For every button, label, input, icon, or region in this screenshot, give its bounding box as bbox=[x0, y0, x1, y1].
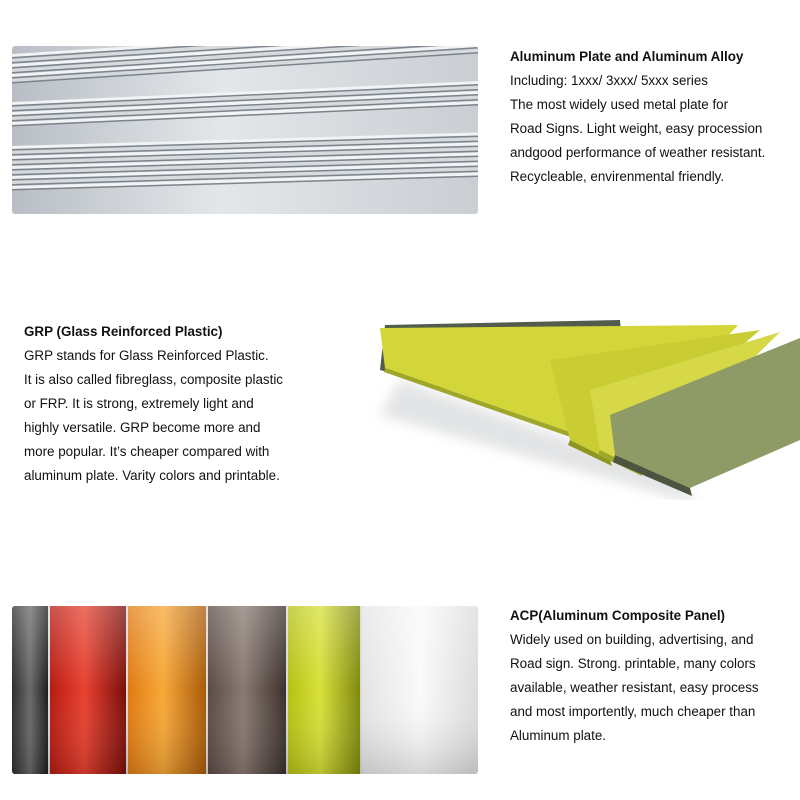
acp-line: and most importently, much cheaper than bbox=[510, 704, 756, 719]
grp-line: highly versatile. GRP become more and bbox=[24, 420, 261, 435]
aluminum-line: The most widely used metal plate for bbox=[510, 97, 729, 112]
aluminum-description bbox=[510, 45, 765, 189]
grp-line: GRP stands for Glass Reinforced Plastic. bbox=[24, 348, 269, 363]
aluminum-line: Including: 1xxx/ 3xxx/ 5xxx series bbox=[510, 73, 708, 88]
acp-line: available, weather resistant, easy process bbox=[510, 680, 759, 695]
grp-line: It is also called fibreglass, composite plastic bbox=[24, 372, 283, 387]
aluminum-line: Recycleable, envirenmental friendly. bbox=[510, 169, 725, 184]
grp-line: more popular. It’s cheaper compared with bbox=[24, 444, 270, 459]
grp-description bbox=[24, 320, 283, 488]
aluminum-heading: Aluminum Plate and Aluminum Alloy bbox=[510, 49, 744, 64]
aluminum-section bbox=[0, 0, 800, 240]
grp-line: aluminum plate. Varity colors and printable. bbox=[24, 468, 280, 483]
acp-panels-photo bbox=[12, 606, 478, 774]
acp-line: Widely used on building, advertising, and bbox=[510, 632, 754, 647]
acp-description bbox=[510, 604, 759, 748]
acp-section bbox=[0, 590, 800, 790]
aluminum-line: andgood performance of weather resistant. bbox=[510, 145, 766, 160]
grp-section bbox=[0, 300, 800, 520]
acp-line: Aluminum plate. bbox=[510, 728, 607, 743]
grp-line: or FRP. It is strong, extremely light and bbox=[24, 396, 254, 411]
acp-line: Road sign. Strong. printable, many colors bbox=[510, 656, 756, 671]
acp-heading: ACP(Aluminum Composite Panel) bbox=[510, 608, 726, 623]
grp-heading: GRP (Glass Reinforced Plastic) bbox=[24, 324, 223, 339]
aluminum-line: Road Signs. Light weight, easy procession bbox=[510, 121, 763, 136]
aluminum-plates-photo bbox=[12, 46, 478, 214]
grp-sheets-photo bbox=[340, 320, 800, 500]
